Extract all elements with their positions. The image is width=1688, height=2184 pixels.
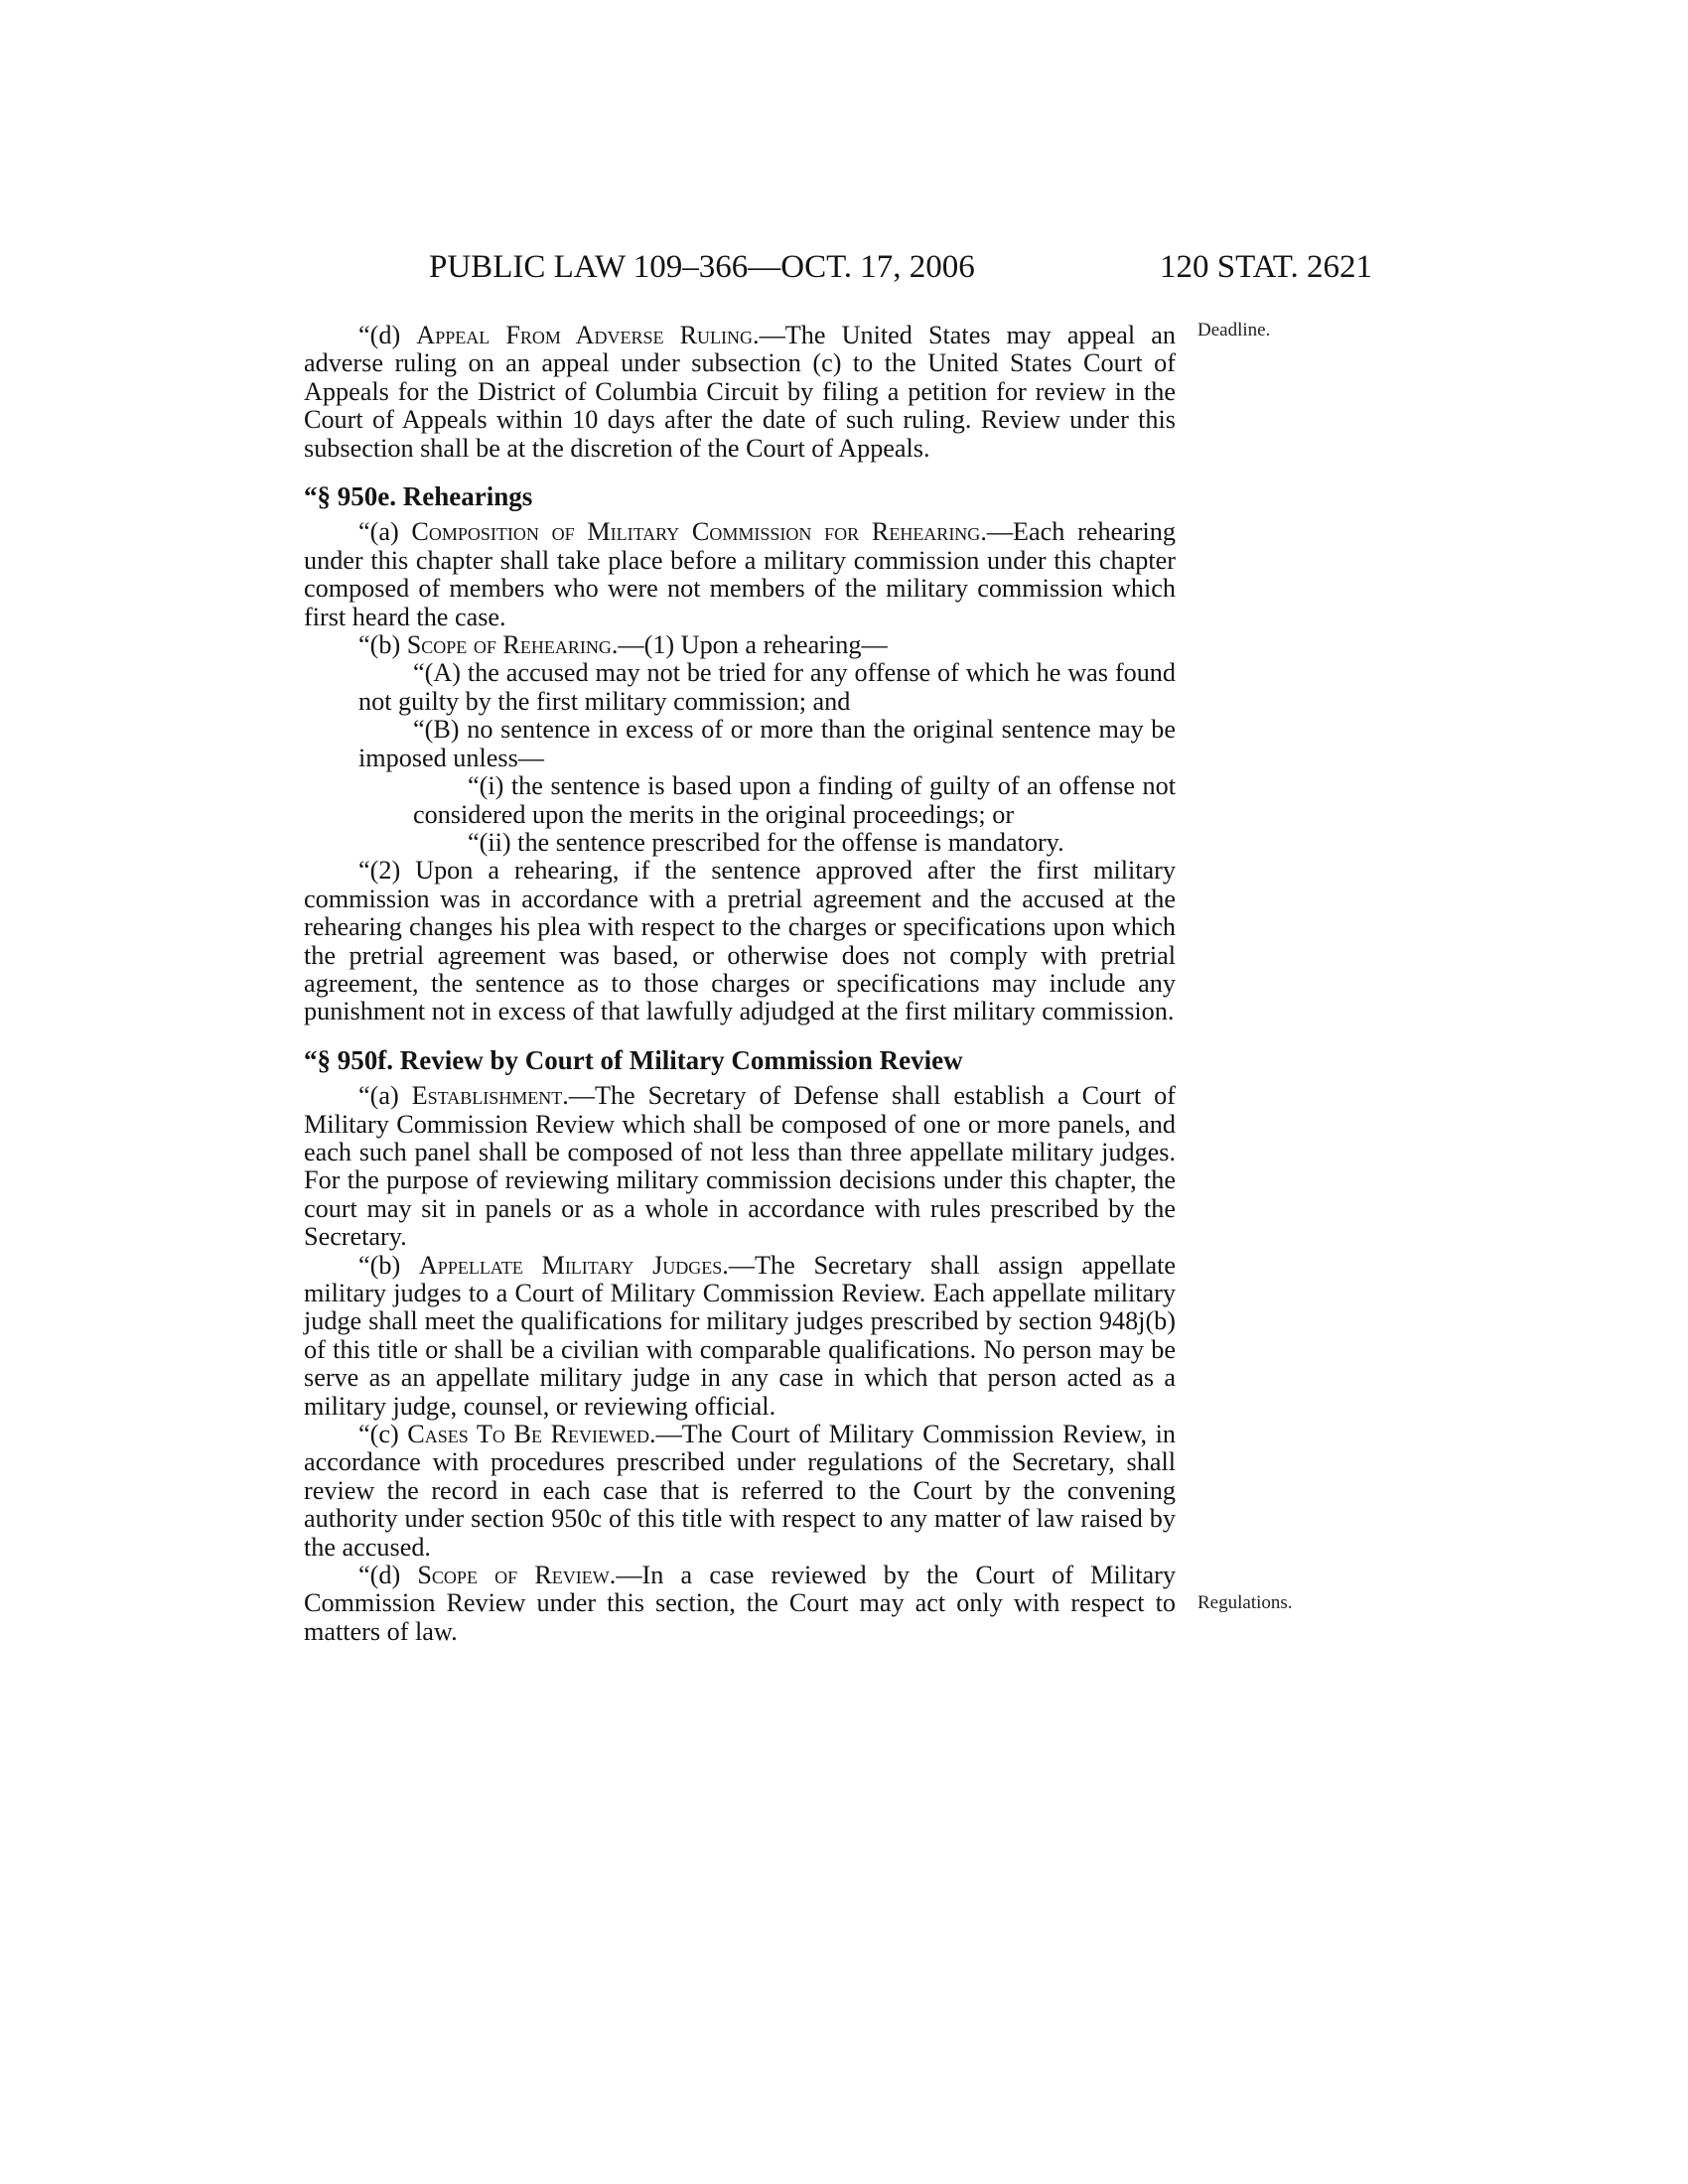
paragraph-950f-d: “(d) Scope of Review.—In a case reviewed by the Court of Military Commission Review under this section, the Court may act only with respect to matters of law. [304,1561,1176,1646]
section-heading-950e: “§ 950e. Rehearings [304,481,533,512]
clause-950e-b-B-i: “(i) the sentence is based upon a finding of guilty of an offense not considered upon the merits in the original proceedings; or [413,771,1176,829]
page-header [429,244,1372,290]
margin-note-regulations: Regulations. [1197,1592,1293,1613]
public-law-title: PUBLIC LAW 109–366—OCT. 17, 2006 [429,249,975,285]
caption-scope-of-rehearing: Scope of Rehearing [406,630,612,660]
statute-page-number: 120 STAT. 2621 [1159,249,1372,285]
subparagraph-950e-b-B: “(B) no sentence in excess of or more than the original sentence may be imposed unless— [358,715,1176,772]
paragraph-950f-a: “(a) Establishment.—The Secretary of Defense shall establish a Court of Military Commission Review which shall be composed of one or more panels, and each such panel shall be composed of not less than three appellate military judges. For the purpose of reviewing military commission decisions under this chapter, the court may sit in panels or as a whole in accordance with rules prescribed by the Secretary. [304,1081,1176,1252]
caption-appellate-military-judges: Appellate Military Judges [418,1250,723,1280]
paragraph-950f-c: “(c) Cases To Be Reviewed.—The Court of Military Commission Review, in accordance with procedures prescribed under regulations of the Secretary, shall review the record in each case that is referred to the Court by the convening authority under section 950c of this title with respect to any matter of law raised by the accused. [304,1420,1176,1562]
document-body [304,322,1176,1646]
subparagraph-950e-b-A: “(A) the accused may not be tried for any offense of which he was found not guilty by the first military commission; and [358,658,1176,716]
paragraph-d-appeal: “(d) Appeal From Adverse Ruling.—The United States may appeal an adverse ruling on an appeal under subsection (c) to the United States Court of Appeals for the District of Columbia Circuit by filing a petition for review in the Court of Appeals within 10 days after the date of such ruling. Review under this subsection shall be at the discretion of the Court of Appeals. [304,321,1176,463]
caption-cases-to-be-reviewed: Cases To Be Reviewed [407,1420,650,1449]
section-heading-950f: “§ 950f. Review by Court of Military Commission Review [304,1044,963,1075]
margin-note-deadline: Deadline. [1197,320,1271,341]
caption-composition: Composition of Military Commission for Rehearing [411,517,981,547]
clause-950e-b-B-ii: “(ii) the sentence prescribed for the offense is mandatory. [468,827,1064,857]
paragraph-950e-a: “(a) Composition of Military Commission for Rehearing.—Each rehearing under this chapter shall take place before a military commission under this chapter composed of members who were not members of the military commission which first heard the case. [304,517,1176,631]
caption-appeal-from-adverse-ruling: Appeal From Adverse Ruling [416,321,754,349]
caption-establishment: Establishment [411,1081,563,1111]
paragraph-950e-b: “(b) Scope of Rehearing.—(1) Upon a rehearing— [358,630,888,660]
caption-scope-of-review: Scope of Review [417,1561,610,1590]
paragraph-950f-b: “(b) Appellate Military Judges.—The Secretary shall assign appellate military judges to a Court of Military Commission Review. Each appellate military judge shall meet the qualifications for military judges prescribed by section 948j(b) of this title or shall be a civilian with comparable qualifications. No person may be serve as an appellate military judge in any case in which that person acted as a military judge, counsel, or reviewing official. [304,1250,1176,1421]
subparagraphs-950e-b [358,659,1176,772]
paragraph-950e-b-2: “(2) Upon a rehearing, if the sentence approved after the first military commission was in accordance with a pretrial agreement and the accused at the rehearing changes his plea with respect to the charges or specifications upon which the pretrial agreement was based, or otherwise does not comply with pretrial agreement, the sentence as to those charges or specifications may include any punishment not in excess of that lawfully adjudged at the first military commission. [304,856,1176,1026]
clauses-950e-b-B [413,772,1176,857]
